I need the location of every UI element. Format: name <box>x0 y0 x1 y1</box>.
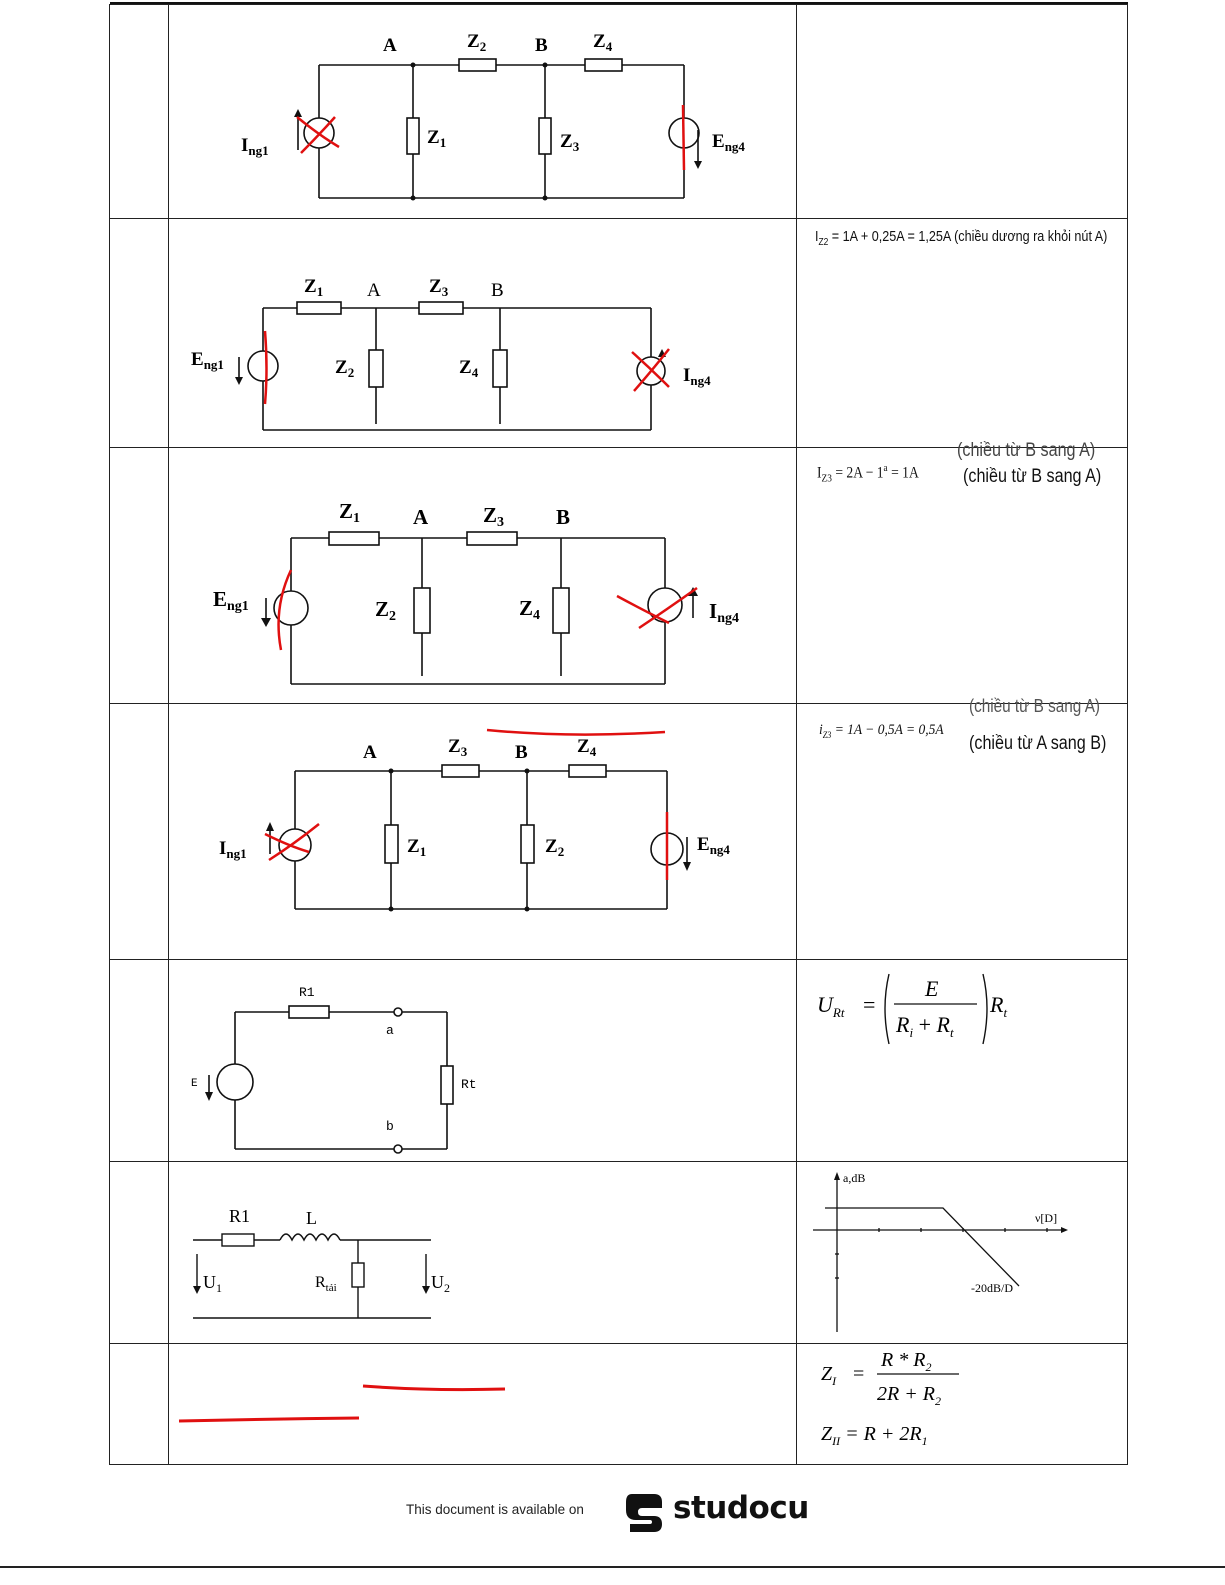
l-label: L <box>306 1208 318 1228</box>
svg-text:Z3: $Z_3$ <box>448 736 468 759</box>
svg-text:Ing4: $I_{ng4}$ <box>683 365 712 388</box>
svg-text:Z1: Z1 <box>339 499 361 526</box>
circuit-diagram-5 <box>169 960 791 1156</box>
svg-text:=: = <box>853 1363 865 1385</box>
svg-text:ZII = R + 2R1: $Z_{II} = R + 2R_1$ <box>821 1423 928 1448</box>
svg-text:2R + R2: $2R + R_2$ <box>877 1383 942 1408</box>
y-axis-label: a,dB <box>843 1171 866 1185</box>
circuit-figure-cell <box>169 219 797 448</box>
svg-text:ZI: $Z_I$ <box>821 1363 837 1388</box>
row-number-cell <box>110 448 169 704</box>
answer-equation: $I_{Z2} = 1A + 0,25A = 1,25A$ (chiều dương ra khỏi nút A) <box>815 228 1108 248</box>
svg-text:Z2: $Z_2$ <box>545 836 565 859</box>
circuit-table <box>109 4 1128 1465</box>
terminal-a-label: a <box>386 1023 395 1038</box>
node-b-label: B <box>515 742 529 763</box>
e-label: E <box>191 1078 199 1090</box>
svg-text:Z3: $Z_3$ <box>429 276 449 299</box>
circuit-diagram-6 <box>169 1162 791 1338</box>
svg-text:U1: $U_1$ <box>203 1272 223 1295</box>
svg-text:URt: $U_{Rt}$ <box>817 992 845 1020</box>
r1-label: R1 <box>229 1206 251 1226</box>
slope-label: -20dB/D <box>971 1281 1014 1295</box>
node-a-label: A <box>363 742 378 763</box>
studocu-brand-link[interactable]: studocu <box>673 1490 809 1526</box>
answer-cell <box>797 960 1128 1162</box>
table-row <box>110 1344 1128 1465</box>
svg-text:Z1: $Z_1$ <box>427 127 447 150</box>
circuit-diagram-3 <box>169 448 791 698</box>
row-number-cell <box>110 1162 169 1344</box>
table-row <box>110 448 1128 704</box>
formula-impedance <box>797 1344 1124 1459</box>
row-number-cell <box>110 704 169 960</box>
answer-direction-note: (chiều từ B sang A) <box>963 466 1102 487</box>
svg-text:Z4: $Z_4$ <box>577 736 597 759</box>
svg-text:Z1: $Z_1$ <box>407 836 427 859</box>
circuit-figure-cell <box>169 448 797 704</box>
node-a-label: A <box>413 505 429 529</box>
answer-cell <box>797 1344 1128 1465</box>
node-a-label: A <box>367 280 382 301</box>
answer-direction-note: (chiều từ A sang B) <box>969 733 1107 754</box>
svg-text:Z3: Z3 <box>483 503 505 530</box>
terminal-b-label: b <box>386 1119 395 1134</box>
table-row <box>110 5 1128 219</box>
table-row <box>110 960 1128 1162</box>
circuit-figure-cell <box>169 704 797 960</box>
row-number-cell <box>110 5 169 219</box>
svg-text:Ing1: $I_{ng1}$ <box>219 838 248 861</box>
svg-text:R * R2: R * $R_2$ <box>881 1349 932 1374</box>
table-row <box>110 1162 1128 1344</box>
answer-overflow-text: (chiều từ B sang A) <box>957 440 1096 461</box>
svg-text:Eng4: $E_{ng4}$ <box>697 834 731 857</box>
svg-text:Eng1: $E_{ng1}$ <box>191 349 225 372</box>
bottom-rule <box>0 1566 1225 1568</box>
answer-cell <box>797 1162 1128 1344</box>
footer-note: This document is available on <box>406 1502 584 1517</box>
annotation-marks <box>169 1344 791 1459</box>
answer-cell <box>797 696 1128 960</box>
r1-label: R1 <box>299 985 316 1000</box>
svg-text:Rtải: $R_{tải}$ <box>315 1274 338 1294</box>
svg-text:Z4: Z4 <box>519 596 541 623</box>
node-b-label: B <box>556 505 571 529</box>
red-underline-mark <box>179 1386 505 1421</box>
circuit-diagram-2 <box>169 219 791 442</box>
studocu-logo-icon <box>620 1486 668 1534</box>
svg-text:U2: $U_2$ <box>431 1272 451 1295</box>
circuit-figure-cell <box>169 960 797 1162</box>
circuit-figure-cell <box>169 5 797 219</box>
table-row <box>110 704 1128 960</box>
answer-equation: $i_{Z3} = 1A - 0,5A = 0,5A$ <box>819 722 945 740</box>
svg-text:Z2: Z2 <box>375 597 397 624</box>
row-number-cell <box>110 219 169 448</box>
table-row <box>110 219 1128 448</box>
circuit-figure-cell <box>169 1162 797 1344</box>
svg-text:Ri + Rt: $R_i + R_t$ <box>896 1012 954 1040</box>
rt-label: Rt <box>461 1077 478 1092</box>
answer-cell <box>797 5 1128 219</box>
node-b-label: B <box>535 35 549 56</box>
svg-text:Z2: $Z_2$ <box>335 357 355 380</box>
circuit-diagram-1 <box>169 5 791 213</box>
svg-text:E: E <box>925 976 939 1001</box>
svg-text:Z4: $Z_4$ <box>459 357 479 380</box>
svg-text:Z2: $Z_2$ <box>467 31 487 54</box>
answer-equation: $I_{Z3} = 2A - 1^a = 1A$ <box>817 462 920 485</box>
svg-text:Ing1: $I_{ng1}$ <box>241 135 270 158</box>
x-axis-label: ν[D] <box>1035 1211 1058 1225</box>
answer-overflow-text: (chiều từ B sang A) <box>969 696 1101 716</box>
node-b-label: B <box>491 280 505 301</box>
answer-cell <box>797 440 1128 704</box>
formula-urt <box>797 960 1124 1156</box>
svg-text:Rt: $R_t$ <box>990 992 1008 1020</box>
answer-cell <box>797 219 1128 448</box>
circuit-figure-cell <box>169 1344 797 1465</box>
red-cross-mark <box>279 570 697 650</box>
svg-text:Z4: $Z_4$ <box>593 31 613 54</box>
row-number-cell <box>110 960 169 1162</box>
bode-plot <box>797 1162 1124 1338</box>
svg-text:Eng4: $E_{ng4}$ <box>712 131 746 154</box>
node-a-label: A <box>383 35 398 56</box>
svg-text:Ing4: Ing4 <box>709 599 740 626</box>
svg-text:Eng1: Eng1 <box>213 587 250 614</box>
red-cross-mark <box>297 105 684 170</box>
row-number-cell <box>110 1344 169 1465</box>
svg-text:=: = <box>863 992 876 1017</box>
svg-text:Z1: $Z_1$ <box>304 276 324 299</box>
circuit-diagram-4 <box>169 704 791 954</box>
svg-text:Z3: $Z_3$ <box>560 131 580 154</box>
